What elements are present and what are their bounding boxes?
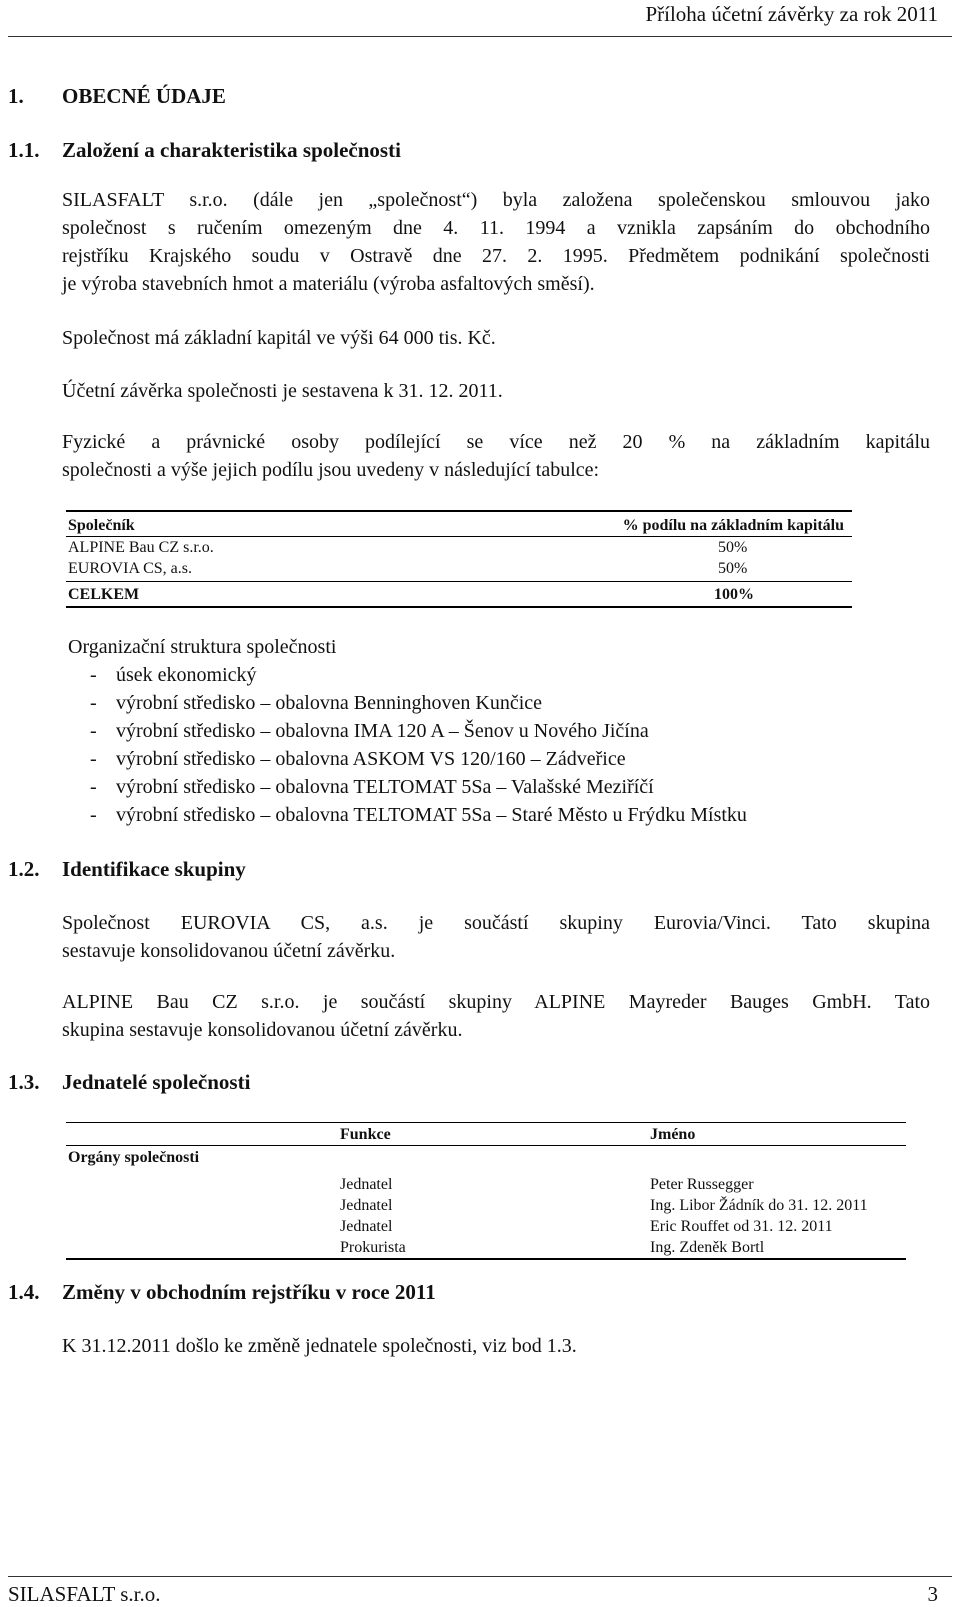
table-row (66, 1195, 906, 1216)
register-change-paragraph: K 31.12.2011 došlo ke změně jednatele společnosti, viz bod 1.3. (62, 1335, 577, 1357)
manager-name: Ing. Zdeněk Bortl (650, 1239, 765, 1256)
header-function: Funkce (340, 1126, 391, 1143)
org-structure-title: Organizační struktura společnosti (68, 636, 337, 658)
list-dash: - (90, 776, 97, 798)
list-item-text: výrobní středisko – obalovna Benninghoven Kunčice (116, 692, 543, 714)
section-number: 1.3. (8, 1070, 40, 1094)
org-structure (68, 633, 747, 829)
header-name: Jméno (650, 1126, 696, 1143)
list-dash: - (90, 748, 97, 770)
shareholder-percent: 50% (718, 539, 748, 556)
list-dash: - (90, 664, 97, 686)
founding-paragraph (62, 186, 930, 298)
list-dash: - (90, 692, 97, 714)
list-item (68, 801, 747, 829)
list-dash: - (90, 720, 97, 742)
paragraph-line: skupina sestavuje konsolidovanou účetní závěrku. (62, 1019, 463, 1041)
manager-function: Prokurista (340, 1239, 406, 1256)
capital-paragraph: Společnost má základní kapitál ve výši 64 000 tis. Kč. (62, 327, 496, 349)
list-item-text: výrobní středisko – obalovna IMA 120 A – Šenov u Nového Jičína (116, 720, 649, 742)
table-row (66, 1174, 906, 1195)
section-number: 1.2. (8, 857, 40, 881)
paragraph-line: je výroba stavebních hmot a materiálu (výroba asfaltových směsí). (62, 273, 595, 295)
manager-name: Peter Russegger (650, 1176, 754, 1193)
shareholders-intro-paragraph (62, 428, 930, 484)
paragraph-line: SILASFALT s.r.o. (dále jen „společnost“) byla založena společenskou smlouvou jako (62, 189, 930, 211)
shareholders-table (66, 510, 852, 608)
table-row (66, 537, 852, 558)
list-item (68, 773, 747, 801)
section-1-4-heading (8, 1280, 436, 1305)
table-total-row (66, 581, 852, 608)
section-1-heading (8, 84, 226, 109)
list-item (68, 661, 747, 689)
list-item-text: úsek ekonomický (116, 664, 257, 686)
page-number: 3 (927, 1582, 938, 1606)
balance-date-paragraph: Účetní závěrka společnosti je sestavena k 31. 12. 2011. (62, 380, 503, 402)
section-title: OBECNÉ ÚDAJE (62, 84, 226, 108)
section-title: Změny v obchodním rejstříku v roce 2011 (62, 1280, 436, 1304)
table-header-row (66, 512, 852, 537)
shareholder-percent: 50% (718, 560, 748, 577)
list-item (68, 745, 747, 773)
table-row (66, 1216, 906, 1237)
table-bottom-rule (66, 1258, 906, 1260)
managers-table (66, 1122, 906, 1260)
shareholder-name: EUROVIA CS, a.s. (68, 560, 193, 577)
section-1-3-heading (8, 1070, 250, 1095)
paragraph-line: ALPINE Bau CZ s.r.o. je součástí skupiny ALPINE Mayreder Bauges GmbH. Tato (62, 991, 930, 1013)
bodies-label: Orgány společnosti (68, 1149, 200, 1166)
section-number: 1. (8, 84, 24, 108)
total-label: CELKEM (68, 586, 140, 603)
total-percent: 100% (714, 586, 754, 603)
paragraph-line: Fyzické a právnické osoby podílející se více než 20 % na základním kapitálu (62, 431, 930, 453)
shareholder-name: ALPINE Bau CZ s.r.o. (68, 539, 214, 556)
section-title: Založení a charakteristika společnosti (62, 138, 401, 162)
table-group-row (66, 1145, 906, 1174)
manager-function: Jednatel (340, 1176, 393, 1193)
paragraph-line: Společnost EUROVIA CS, a.s. je součástí skupiny Eurovia/Vinci. Tato skupina (62, 912, 930, 934)
section-number: 1.4. (8, 1280, 40, 1304)
section-1-2-heading (8, 857, 246, 882)
table-row (66, 1237, 906, 1258)
footer-company: SILASFALT s.r.o. (8, 1582, 161, 1606)
table-header-row (66, 1123, 906, 1145)
paragraph-line: společnost s ručením omezeným dne 4. 11. 1994 a vznikla zapsáním do obchodního (62, 217, 930, 239)
section-1-1-heading (8, 138, 401, 163)
list-item (68, 717, 747, 745)
group-paragraph-eurovia (62, 909, 930, 965)
page-header-title: Příloha účetní závěrky za rok 2011 (645, 2, 938, 26)
manager-name: Eric Rouffet od 31. 12. 2011 (650, 1218, 833, 1235)
manager-name: Ing. Libor Žádník do 31. 12. 2011 (650, 1197, 868, 1214)
section-number: 1.1. (8, 138, 40, 162)
paragraph-line: rejstříku Krajského soudu v Ostravě dne 27. 2. 1995. Předmětem podnikání společnosti (62, 245, 930, 267)
section-title: Jednatelé společnosti (62, 1070, 251, 1094)
group-paragraph-alpine (62, 988, 930, 1044)
list-item-text: výrobní středisko – obalovna TELTOMAT 5Sa – Staré Město u Frýdku Místku (116, 804, 747, 826)
list-item-text: výrobní středisko – obalovna ASKOM VS 120/160 – Zádveřice (116, 748, 626, 770)
manager-function: Jednatel (340, 1197, 393, 1214)
list-item (68, 689, 747, 717)
list-item-text: výrobní středisko – obalovna TELTOMAT 5Sa – Valašské Meziříčí (116, 776, 654, 798)
list-dash: - (90, 804, 97, 826)
paragraph-line: sestavuje konsolidovanou účetní závěrku. (62, 940, 396, 962)
section-title: Identifikace skupiny (62, 857, 246, 881)
manager-function: Jednatel (340, 1218, 393, 1235)
footer-divider (8, 1576, 952, 1577)
header-shareholder: Společník (68, 517, 135, 534)
header-share-percent: % podílu na základním kapitálu (622, 517, 844, 534)
header-divider (8, 36, 952, 37)
paragraph-line: společnosti a výše jejich podílu jsou uvedeny v následující tabulce: (62, 459, 600, 481)
table-row (66, 558, 852, 579)
